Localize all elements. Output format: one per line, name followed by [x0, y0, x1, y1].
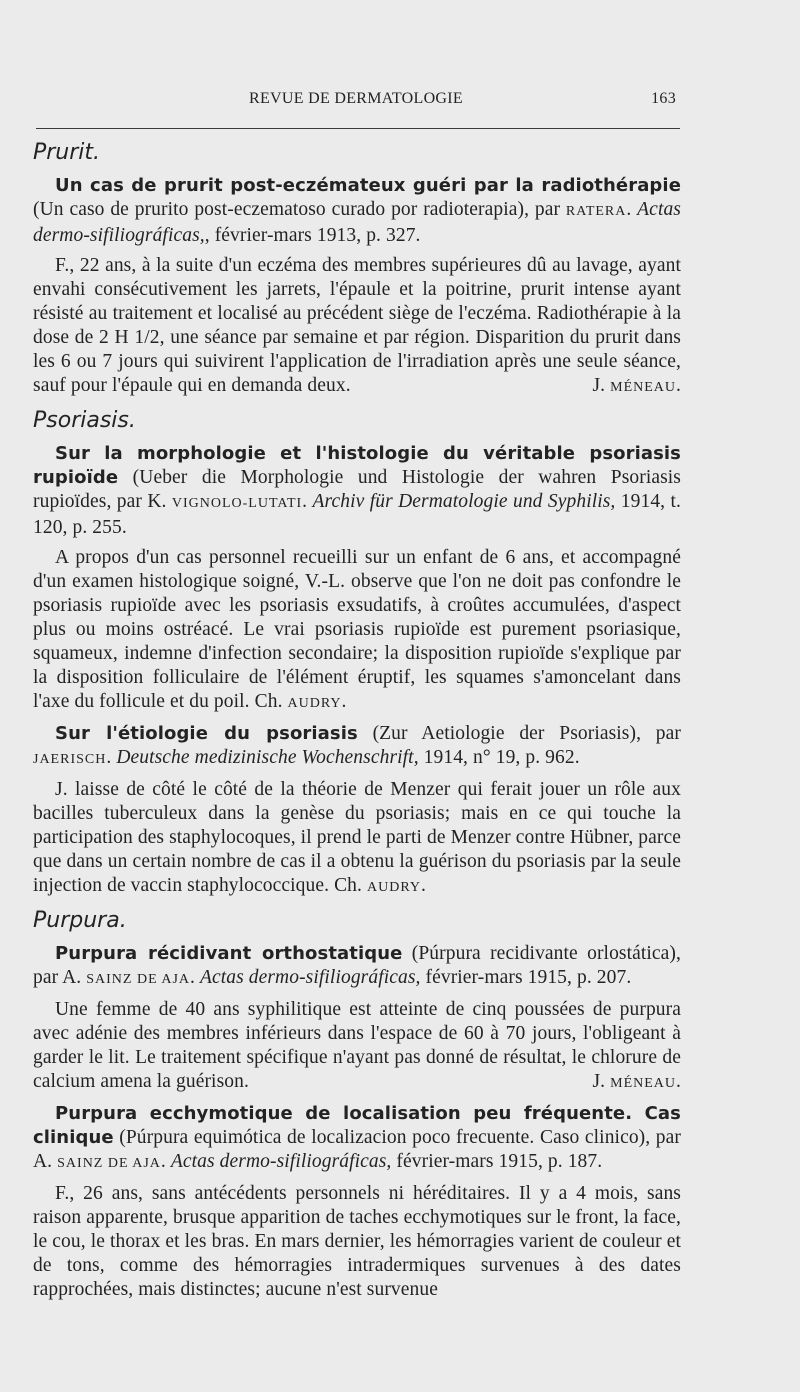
reference-text: 1914, t. 120, p. 255.: [33, 491, 681, 538]
signature-name: AUDRY: [287, 696, 342, 711]
reference-text: .: [626, 199, 638, 220]
signature-initial: J.: [592, 375, 611, 396]
page-body: [33, 138, 681, 1308]
abstract-text: Une femme de 40 ans syphilitique est atteinte de cinq poussées de purpura avec adénie des membres inférieurs dans l'espace de 60 à 70 jours, l'obligeant à garder le lit. Le traitement spécifique n'ayant pas donné de résultat, le chlorure de calcium amena la guérison.: [33, 999, 681, 1092]
signature-dot: .: [676, 1071, 681, 1092]
article-title: Purpura ecchymotique de localisation peu fréquente. Cas clinique: [33, 1103, 681, 1148]
reviewer-signature: [255, 691, 347, 712]
journal-name: Deutsche medizinische Wochenschrift,: [116, 747, 419, 768]
reference-text: .: [160, 1151, 171, 1172]
reference-text: février-mars 1915, p. 207.: [420, 967, 632, 988]
article-reference: [33, 722, 681, 772]
reference-text: (Púrpura equimótica de localizacion poco frecuente. Caso clinico), par A.: [33, 1127, 681, 1172]
author-name: VIGNOLO-LUTATI: [171, 496, 303, 511]
author-name: SAINZ DE AJA: [57, 1156, 161, 1171]
article-abstract: [33, 254, 681, 400]
article-abstract: [33, 778, 681, 900]
article-purpura-recidivant: [33, 942, 681, 1096]
reference-text: 1914, n° 19, p. 962.: [418, 747, 580, 768]
reference-text: février-mars 1915, p. 187.: [391, 1151, 603, 1172]
article-prurit: [33, 174, 681, 400]
signature-initial: Ch.: [254, 691, 288, 712]
abstract-text: J. laisse de côté le côté de la théorie de Menzer qui ferait jouer un rôle aux bacilles tuberculeux dans la genèse du psoriasis; mais en ce qui touche la participation des staphylocoques, il prend le parti de Menzer contre Hübner, parce que dans un certain nombre de cas il a obtenu la guérison du psoriasis par la seule injection de vaccin staphylococcique.: [33, 779, 681, 896]
reference-text: (Zur Aetiologie der Psoriasis), par: [357, 723, 681, 744]
abstract-text: F., 26 ans, sans antécédents personnels ni héréditaires. Il y a 4 mois, sans raison apparente, brusque apparition de taches ecchymotiques sur le front, la face, le cou, le thorax et les bras. En mars dernier, les hémorragies varient de couleur et de tons, comme des hémorragies intradermiques survenues à des dates rapprochées, mais distinctes; aucune n'est survenue: [33, 1183, 681, 1300]
reference-text: .: [106, 747, 117, 768]
article-title: Purpura récidivant orthostatique: [55, 943, 403, 964]
page-header: [36, 90, 676, 114]
abstract-text: A propos d'un cas personnel recueilli sur un enfant de 6 ans, et accompagné d'un examen histologique soigné, V.-L. observe que l'on ne doit pas confondre le psoriasis rupioïde avec les psoriasis exsudatifs, à croûtes accumulées, d'aspect plus ou moins ostréacé. Le vrai psoriasis rupioïde est purement psoriasique, squameux, indemne d'infection secondaire; la disposition rupioïde s'explique par la disposition folliculaire de l'élément éruptif, les squames s'amoncelant dans l'axe du follicule et du poil.: [33, 547, 681, 712]
signature-dot: .: [341, 691, 347, 712]
article-reference: [33, 942, 681, 992]
signature-name: MÉNEAU: [610, 380, 677, 395]
signature-initial: Ch.: [334, 875, 367, 896]
reference-text: .: [302, 491, 313, 512]
reviewer-signature: [570, 1070, 681, 1096]
section-heading-psoriasis: Psoriasis.: [33, 408, 136, 433]
journal-name: Actas dermo-sifiliográficas,: [199, 967, 421, 988]
section-heading-prurit: Prurit.: [33, 140, 101, 165]
reference-text: (Púrpura recidivante orlostática), par A.: [33, 943, 681, 988]
signature-initial: J.: [592, 1071, 611, 1092]
signature-dot: .: [421, 875, 426, 896]
journal-name: Actas dermo-sifiliográficas,: [170, 1151, 392, 1172]
reviewer-signature: [570, 374, 681, 400]
author-name: SAINZ DE AJA: [86, 972, 191, 987]
author-name: JAERISCH: [33, 752, 107, 767]
article-title: Sur l'étiologie du psoriasis: [55, 723, 358, 744]
article-purpura-ecchymotique: [33, 1102, 681, 1302]
article-reference: [33, 1102, 681, 1176]
header-rule: [36, 128, 680, 129]
section-heading-purpura: Purpura.: [33, 908, 127, 933]
article-abstract: [33, 546, 681, 716]
reviewer-signature: [334, 875, 426, 896]
article-abstract: [33, 1182, 681, 1302]
running-title: REVUE DE DERMATOLOGIE: [249, 90, 463, 107]
reference-text: .: [190, 967, 200, 988]
article-reference: [33, 442, 681, 540]
journal-name: Archiv für Dermatologie und Syphilis,: [312, 491, 616, 512]
reference-text: , février-mars 1913, p. 327.: [204, 225, 421, 246]
article-psoriasis-etiologie: [33, 722, 681, 900]
page-number: 163: [651, 90, 676, 107]
journal-name: Actas dermo-sifiliográficas,: [33, 199, 681, 246]
article-abstract: [33, 998, 681, 1096]
signature-dot: .: [676, 375, 681, 396]
author-name: RATERA: [565, 204, 627, 219]
signature-name: MÉNEAU: [610, 1076, 677, 1091]
abstract-text: F., 22 ans, à la suite d'un eczéma des membres supérieures dû au lavage, ayant envahi consécutivement les jarrets, l'épaule et la poitrine, prurit intense ayant résisté au traitement et localisé au précédent siège de l'eczéma. Radiothérapie à la dose de 2 H 1/2, une séance par semaine et par région. Disparition du prurit dans les 6 ou 7 jours qui suivirent l'application de l'irradiation après une seule séance, sauf pour l'épaule qui en demanda deux.: [33, 255, 681, 396]
reference-text: (Ueber die Morphologie und Histologie der wahren Psoriasis rupioïdes, par K.: [33, 467, 681, 512]
article-title: Un cas de prurit post-eczémateux guéri par la radiothérapie: [55, 175, 681, 196]
article-title: Sur la morphologie et l'histologie du véritable psoriasis rupioïde: [33, 443, 681, 488]
article-reference: [33, 174, 681, 248]
signature-name: AUDRY: [367, 880, 422, 895]
article-psoriasis-morphologie: [33, 442, 681, 716]
reference-text: (Un caso de prurito post-eczematoso curado por radioterapia), par: [33, 199, 566, 220]
